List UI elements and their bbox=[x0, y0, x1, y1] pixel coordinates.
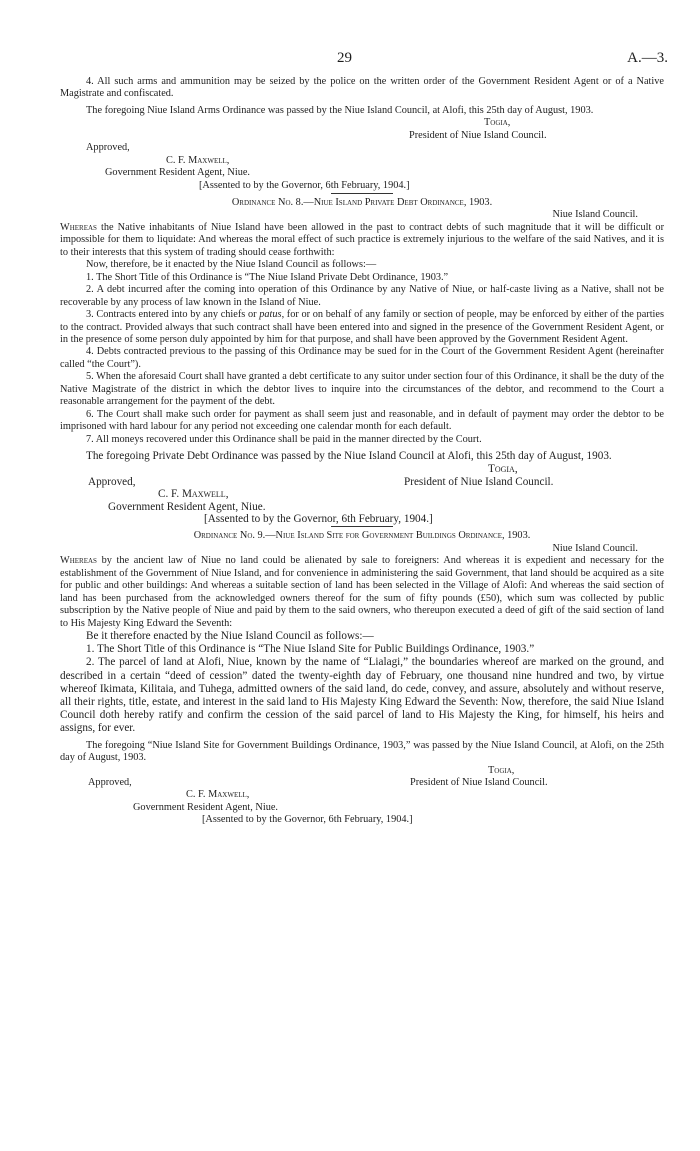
ordinance-9-preamble-text: by the ancient law of Niue no land could be alienated by sale to foreigners: And whereas it is expedient and necessary for the establishment of the Government of Niue Island, and for convenience in administering the said Government, that land should be acquired as a site for public and other buildings: And whereas a suitable section of land has been selected in the Village of Alofi: And whereas the said section of land has been purchased from the acknowledged owners thereof for the sum of fifty pounds (£50), which sum was collected by public subscription by the Native people of Niue and paid by them to the said owners, who thereupon executed a deed of gift of the said section of land to His Majesty King Edward the Seventh: bbox=[60, 555, 664, 629]
ordinance-8-title: Ordinance No. 8.—Niue Island Private Debt Ordinance, 1903. bbox=[231, 196, 493, 208]
ord9-signatory: Togia, bbox=[488, 764, 515, 776]
ord8-assent: [Assented to by the Governor, 6th February, 1904.] bbox=[204, 513, 433, 525]
ordinance-8-preamble-text: the Native inhabitants of Niue Island have been allowed in the past to contract debts of such magnitude that it will be difficult or impossible for them to liquidate: And whereas the moral effect of such practice is extremely injurious to the welfare of the said Natives, and it is to their interests that this system of trading should cease forthwith: bbox=[60, 221, 664, 258]
document-reference: A.—3. bbox=[627, 50, 668, 66]
arms-approver-title-row bbox=[60, 167, 664, 179]
clause-3-text-b: , for or on behalf of any family or section of people, may be enforced by either of the parties to the contract. Provided always that such contract shall have been entered into and signed in the presence of the Government Resident Agent, or in the presence of some person duly appointed by him for that purpose, and shall have been approved by the Government Resident Agent. bbox=[60, 309, 664, 345]
ord9-approved-label: Approved, bbox=[88, 777, 132, 789]
ord8-approver-row bbox=[60, 488, 664, 500]
ordinance-8-preamble bbox=[60, 222, 664, 259]
ord8-approved-label: Approved, bbox=[88, 475, 136, 488]
section-divider bbox=[331, 193, 393, 194]
clause-3-italic-term: patus bbox=[259, 309, 282, 321]
arms-signature-row bbox=[60, 117, 664, 129]
clause-3-text-a: 3. Contracts entered into by any chiefs or bbox=[86, 309, 257, 321]
arms-approved-label: Approved, bbox=[86, 142, 130, 154]
ordinance-8-clause-2: 2. A debt incurred after the coming into operation of this Ordinance by any Native of Niue, or half-caste living as a Native, shall not be recoverable by any process of law known in the Island of Niue. bbox=[60, 284, 664, 308]
ordinance-9-enacting-clause: Be it therefore enacted by the Niue Island Council as follows:— bbox=[86, 630, 374, 643]
ordinance-9-title: Ordinance No. 9.—Niue Island Site for Government Buildings Ordinance, 1903. bbox=[193, 530, 531, 542]
arms-signatory-title: President of Niue Island Council. bbox=[409, 129, 547, 141]
ordinance-8-clause-3 bbox=[60, 309, 664, 346]
ordinance-8-clause-6: 6. The Court shall make such order for payment as shall seem just and reasonable, and in default of payment may order the debtor to be imprisoned with hard labour for any period not exceeding one calendar month for each default. bbox=[60, 408, 664, 433]
arms-clause-4: 4. All such arms and ammunition may be seized by the police on the written order of the Government Resident Agent or of a Native Magistrate and confiscated. bbox=[60, 76, 664, 100]
arms-assent-row bbox=[60, 180, 664, 192]
ord8-signature-row bbox=[60, 463, 664, 475]
ord9-assent: [Assented to by the Governor, 6th February, 1904.] bbox=[202, 814, 413, 826]
page-number: 29 bbox=[337, 50, 352, 66]
section-divider bbox=[331, 526, 393, 527]
ordinance-8-clause-1: 1. The Short Title of this Ordinance is “The Niue Island Private Debt Ordinance, 1903.” bbox=[86, 271, 449, 283]
ord9-signature-row bbox=[60, 765, 664, 777]
ord8-assent-row bbox=[60, 513, 664, 525]
ord9-approver-row bbox=[60, 789, 664, 801]
ord8-signatory-title: President of Niue Island Council. bbox=[404, 475, 554, 488]
page-header bbox=[60, 50, 668, 76]
arms-approver-name: C. F. Maxwell, bbox=[166, 154, 230, 166]
ord9-signatory-title: President of Niue Island Council. bbox=[410, 777, 548, 789]
arms-signature-title-row bbox=[60, 130, 664, 142]
ordinance-9-clause-1: 1. The Short Title of this Ordinance is “The Niue Island Site for Public Buildings Ordinance, 1903.” bbox=[86, 643, 535, 656]
ord9-approver-title: Government Resident Agent, Niue. bbox=[133, 801, 278, 813]
whereas-word: Whereas bbox=[60, 555, 97, 567]
arms-approver-row bbox=[60, 155, 664, 167]
arms-approved-row bbox=[60, 142, 664, 154]
ordinance-9-passed-statement: The foregoing “Niue Island Site for Government Buildings Ordinance, 1903,” was passed by the Niue Island Council, at Alofi, on the 25th day of August, 1903. bbox=[60, 739, 664, 764]
ordinance-9-clause-2: 2. The parcel of land at Alofi, Niue, known by the name of “Lialagi,” the boundaries whereof are marked on the ground, and described in a certain “deed of cession” dated the twenty-eighth day of February, one thousand nine hundred and two, by virtue whereof Ikimata, Kilitaia, and Tuhega, admitted owners of the said land, do cede, convey, and assure, absolutely and without reserve, all their rights, title, estate, and interest in the said land to His Majesty King Edward the Seventh: Now, therefore, the said Niue Island Council doth hereby ratify and confirm the cession of the said parcel of land to His Majesty the King, for himself, his heirs and assigns, for ever. bbox=[60, 656, 664, 735]
ordinance-8-enacting-clause: Now, therefore, be it enacted by the Niue Island Council as follows:— bbox=[86, 259, 377, 271]
ord8-approver-name: C. F. Maxwell, bbox=[158, 488, 229, 501]
ordinance-9-preamble bbox=[60, 555, 664, 630]
whereas-word: Whereas bbox=[60, 221, 97, 233]
ord9-assent-row bbox=[60, 814, 664, 826]
arms-assent: [Assented to by the Governor, 6th February, 1904.] bbox=[199, 179, 410, 191]
ord8-approved-row bbox=[60, 476, 664, 488]
arms-passed-statement: The foregoing Niue Island Arms Ordinance was passed by the Niue Island Council, at Alofi, this 25th day of August, 1903. bbox=[86, 104, 594, 116]
arms-approver-title: Government Resident Agent, Niue. bbox=[105, 167, 250, 179]
ordinance-8-council: Niue Island Council. bbox=[552, 209, 638, 221]
ordinance-8-passed-statement: The foregoing Private Debt Ordinance was passed by the Niue Island Council at Alofi, this 25th day of August, 1903. bbox=[86, 450, 612, 463]
document-page bbox=[60, 50, 668, 827]
ord9-approver-title-row bbox=[60, 802, 664, 814]
arms-signatory: Togia, bbox=[484, 117, 511, 129]
ordinance-8-clause-7: 7. All moneys recovered under this Ordinance shall be paid in the manner directed by the Court. bbox=[86, 433, 482, 445]
ord8-approver-title-row bbox=[60, 501, 664, 513]
ord9-approved-row bbox=[60, 777, 664, 789]
ordinance-8-clause-4: 4. Debts contracted previous to the passing of this Ordinance may be sued for in the Court of the Government Resident Agent (hereinafter called “the Court”). bbox=[60, 346, 664, 370]
ordinance-9-council: Niue Island Council. bbox=[552, 542, 638, 554]
ord8-approver-title: Government Resident Agent, Niue. bbox=[108, 500, 266, 513]
ord8-signatory: Togia, bbox=[488, 463, 518, 476]
ordinance-8-clause-5: 5. When the aforesaid Court shall have granted a debt certificate to any suitor under section four of this Ordinance, it shall be the duty of the Native Magistrate of the district in which the debtor lives to inquire into the circumstances of the debtor, and recommend to the Court a reasonable arrangement for the payment of the debt. bbox=[60, 371, 664, 408]
ord9-approver-name: C. F. Maxwell, bbox=[186, 789, 250, 801]
